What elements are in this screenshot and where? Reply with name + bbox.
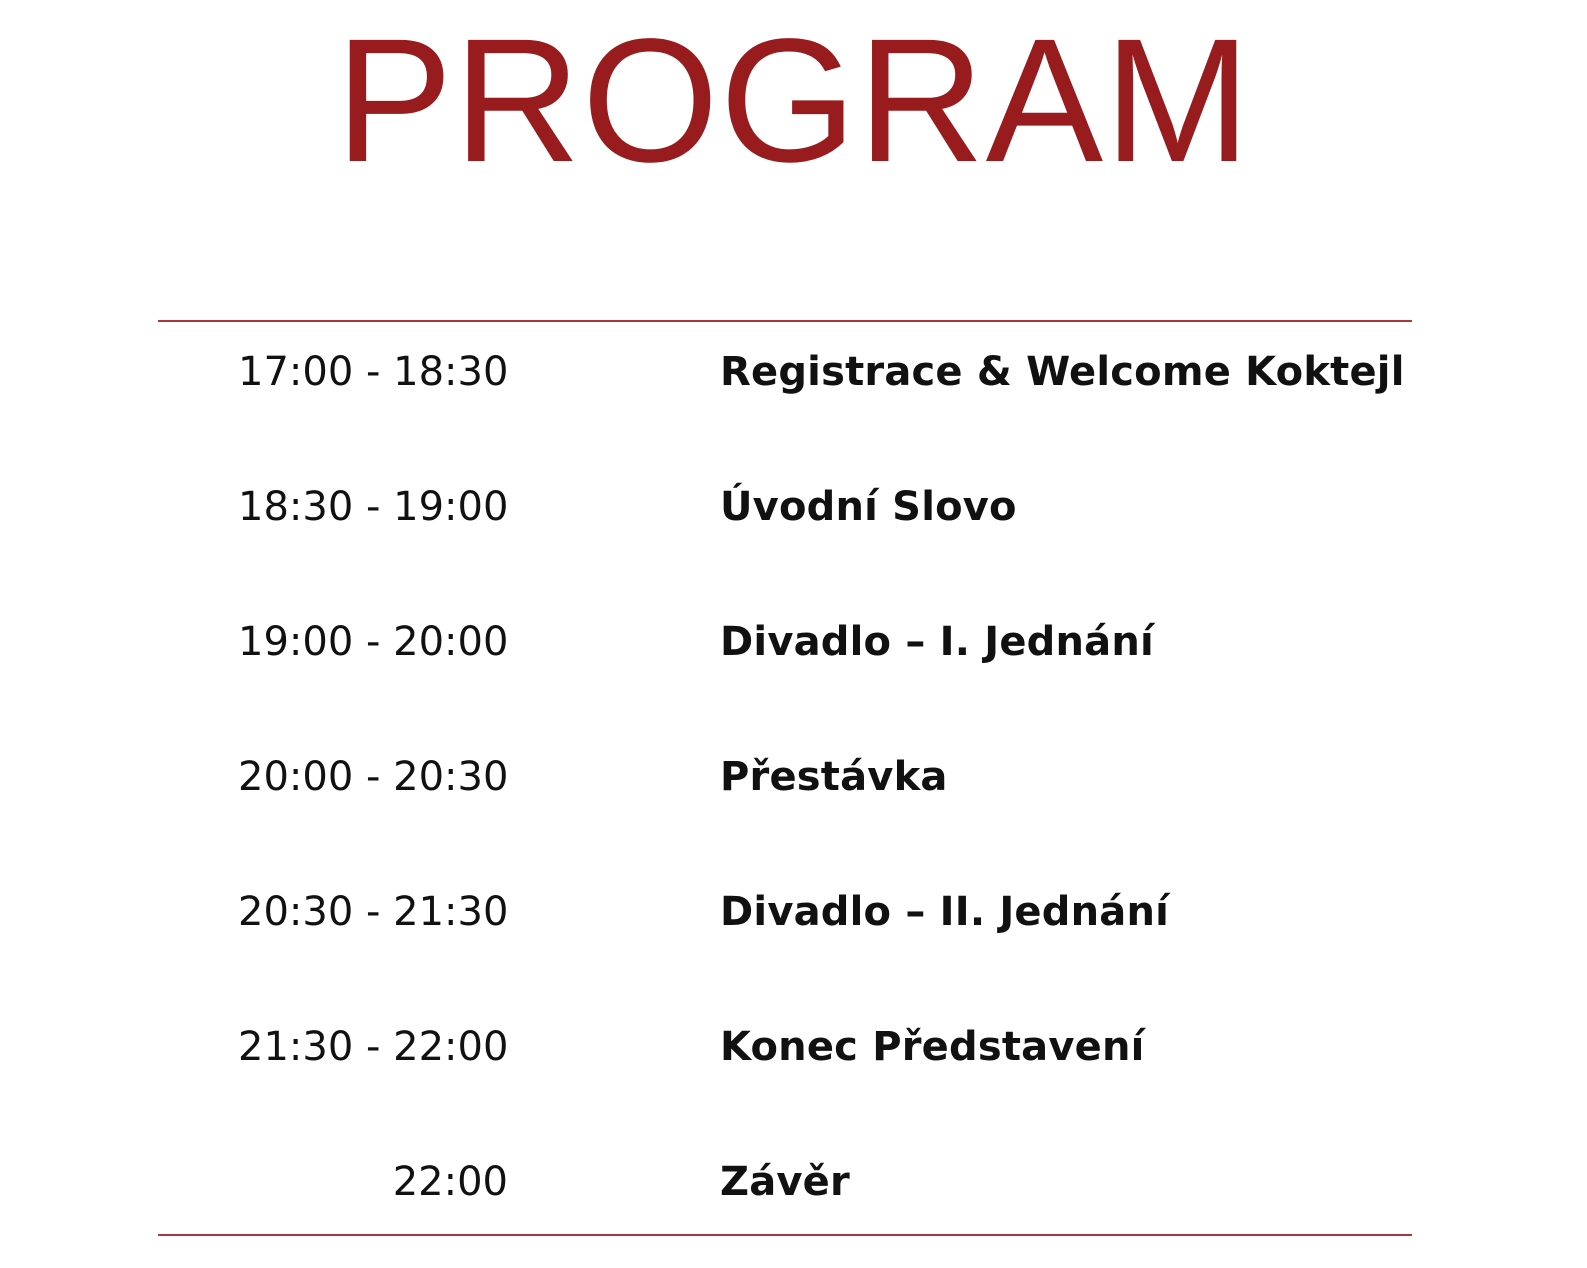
schedule-row bbox=[0, 342, 1587, 402]
schedule-row bbox=[0, 1152, 1587, 1212]
activity-name: Registrace & Welcome Koktejl bbox=[720, 349, 1405, 395]
schedule-row bbox=[0, 747, 1587, 807]
activity-name: Přestávka bbox=[720, 754, 948, 800]
schedule-row bbox=[0, 1017, 1587, 1077]
time-range: 21:30 - 22:00 bbox=[238, 1024, 509, 1070]
bottom-divider bbox=[158, 1234, 1412, 1236]
schedule-row bbox=[0, 882, 1587, 942]
activity-name: Konec Představení bbox=[720, 1024, 1145, 1070]
activity-name: Úvodní Slovo bbox=[720, 484, 1017, 530]
page-title: PROGRAM bbox=[335, 3, 1252, 199]
time-range: 19:00 - 20:00 bbox=[238, 619, 509, 665]
time-range: 22:00 bbox=[392, 1159, 508, 1205]
activity-name: Závěr bbox=[720, 1159, 850, 1205]
time-range: 18:30 - 19:00 bbox=[238, 484, 509, 530]
activity-name: Divadlo – I. Jednání bbox=[720, 619, 1154, 665]
time-range: 17:00 - 18:30 bbox=[238, 349, 509, 395]
schedule-row bbox=[0, 477, 1587, 537]
schedule-row bbox=[0, 612, 1587, 672]
activity-name: Divadlo – II. Jednání bbox=[720, 889, 1170, 935]
time-range: 20:30 - 21:30 bbox=[238, 889, 509, 935]
time-range: 20:00 - 20:30 bbox=[238, 754, 509, 800]
